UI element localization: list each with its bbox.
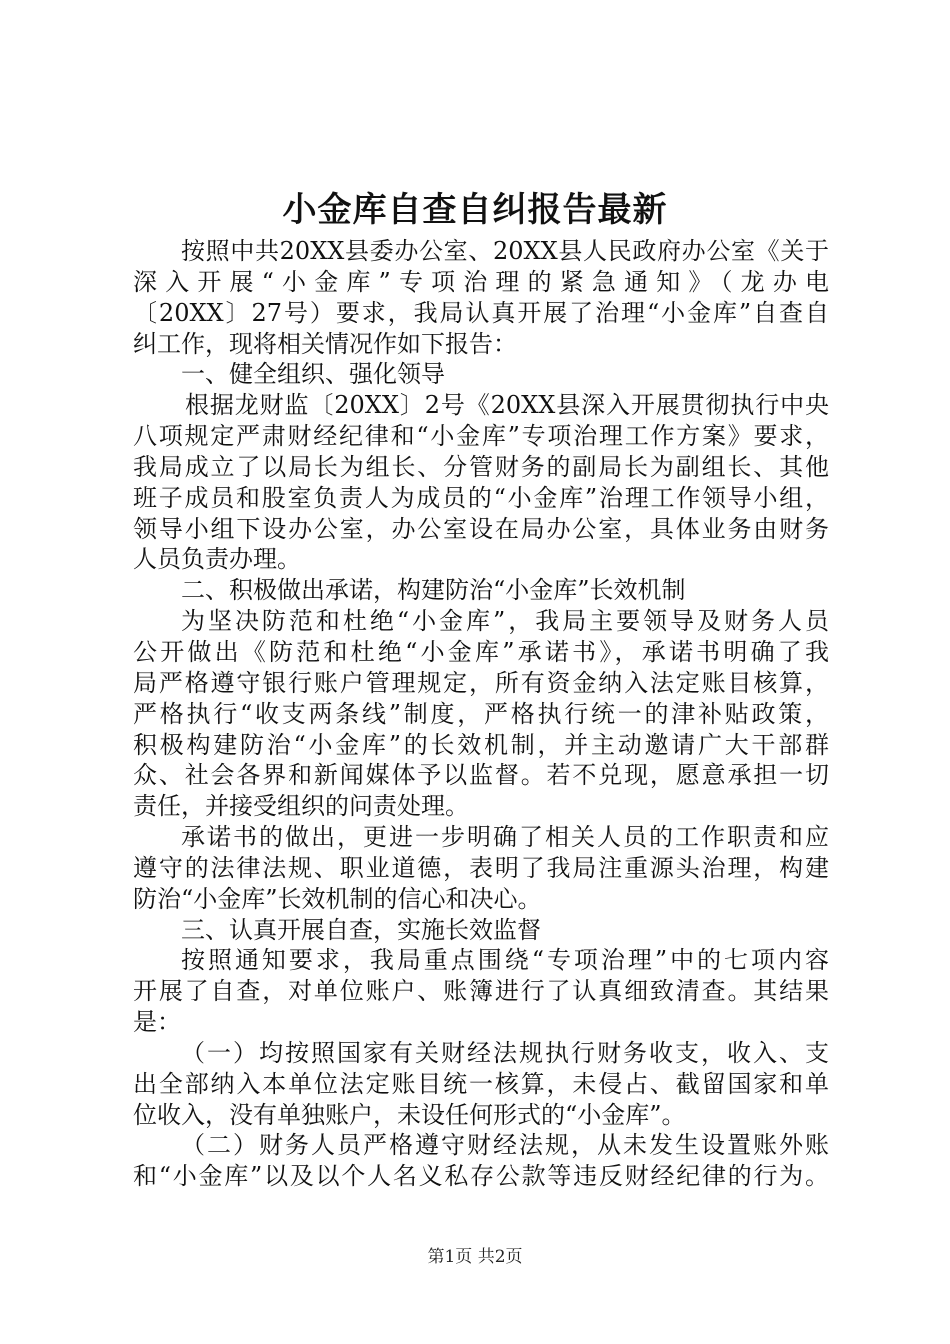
text-line: 公开做出《防范和杜绝“小金库”承诺书》，承诺书明确了我 bbox=[133, 637, 829, 666]
page-footer bbox=[0, 1245, 950, 1269]
text-line: （二）财务人员严格遵守财经法规，从未发生设置账外账 bbox=[181, 1131, 829, 1160]
text-line: 三、认真开展自查，实施长效监督 bbox=[181, 915, 541, 944]
text-line: 按照通知要求，我局重点围绕“专项治理”中的七项内容 bbox=[181, 946, 829, 975]
text-line: 位收入，没有单独账户，未设任何形式的“小金库”。 bbox=[133, 1100, 686, 1129]
text-line: 按照中共20XX县委办公室、20XX县人民政府办公室《关于 bbox=[181, 237, 829, 265]
text-line: 出全部纳入本单位法定账目统一核算，未侵占、截留国家和单 bbox=[133, 1069, 829, 1098]
text-line: 我局成立了以局长为组长、分管财务的副局长为副组长、其他 bbox=[133, 452, 829, 481]
text-line: 班子成员和股室负责人为成员的“小金库”治理工作领导小组， bbox=[133, 483, 829, 512]
text-line: 根据龙财监〔20XX〕2号《20XX县深入开展贯彻执行中央 bbox=[185, 391, 829, 420]
text-line: 众、社会各界和新闻媒体予以监督。若不兑现，愿意承担一切 bbox=[133, 761, 829, 790]
text-line: 积极构建防治“小金库”的长效机制，并主动邀请广大干部群 bbox=[133, 730, 829, 759]
text-line: 严格执行“收支两条线”制度，严格执行统一的津补贴政策， bbox=[133, 699, 829, 728]
page-title: 小金库自查自纠报告最新 bbox=[282, 190, 668, 230]
text-line: 纠工作，现将相关情况作如下报告： bbox=[133, 329, 517, 358]
text-line: 承诺书的做出，更进一步明确了相关人员的工作职责和应 bbox=[181, 823, 829, 852]
text-line: 领导小组下设办公室，办公室设在局办公室，具体业务由财务 bbox=[133, 514, 829, 543]
text-line: 遵守的法律法规、职业道德，表明了我局注重源头治理，构建 bbox=[133, 853, 829, 882]
text-line: 和“小金库”以及以个人名义私存公款等违反财经纪律的行为。 bbox=[133, 1162, 829, 1191]
text-line: 深入开展“小金库”专项治理的紧急通知》（龙办电 bbox=[133, 267, 829, 296]
text-line: 八项规定严肃财经纪律和“小金库”专项治理工作方案》要求， bbox=[133, 422, 829, 451]
page-number-label: 第1页 共2页 bbox=[427, 1247, 523, 1267]
text-line: （一）均按照国家有关财经法规执行财务收支，收入、支 bbox=[181, 1038, 829, 1067]
text-line: 责任，并接受组织的问责处理。 bbox=[133, 792, 469, 821]
text-line: 开展了自查，对单位账户、账簿进行了认真细致清查。其结果 bbox=[133, 977, 829, 1006]
document-body bbox=[133, 236, 829, 1192]
text-line: 是： bbox=[133, 1008, 181, 1037]
text-line: 局严格遵守银行账户管理规定，所有资金纳入法定账目核算， bbox=[133, 668, 829, 697]
text-line: 人员负责办理。 bbox=[133, 545, 301, 574]
text-line: 防治“小金库”长效机制的信心和决心。 bbox=[133, 884, 542, 913]
text-line: 二、积极做出承诺，构建防治“小金库”长效机制 bbox=[181, 576, 686, 605]
text-line: 一、健全组织、强化领导 bbox=[181, 360, 445, 389]
text-line: 〔20XX〕27号）要求，我局认真开展了治理“小金库”自查自 bbox=[133, 298, 829, 327]
text-line: 为坚决防范和杜绝“小金库”，我局主要领导及财务人员 bbox=[181, 607, 829, 636]
